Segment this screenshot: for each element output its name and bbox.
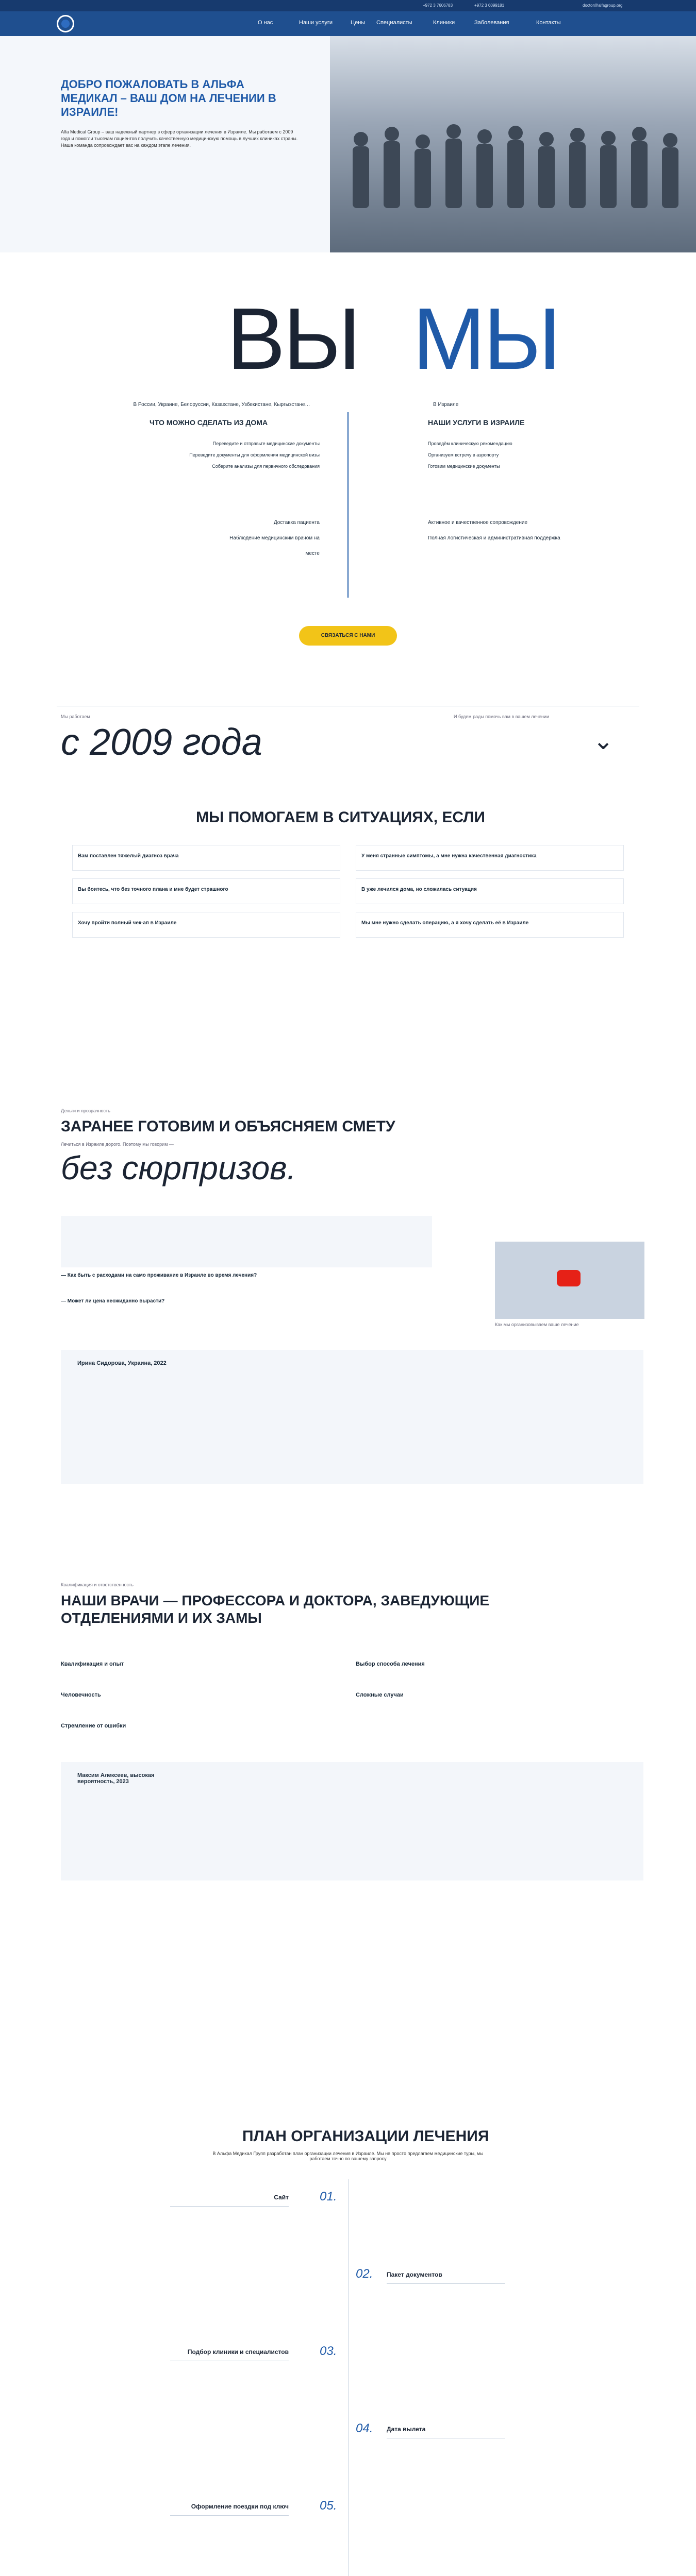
doctors-point: Квалификация и опыт [61, 1661, 124, 1667]
since-right: И будем рады помочь вам в вашем лечении [454, 714, 549, 719]
doctors-point: Выбор способа лечения [356, 1661, 425, 1667]
plan-subtitle: В Альфа Медикал Групп разработан план организации лечения в Израиле. Мы не просто предлагаем медицинские туры, мы работаем точно по вашему запросу [212, 2151, 484, 2161]
plan-step-number: 03. [320, 2344, 337, 2358]
right-item: Проведём клиническую рекомендацию [428, 441, 512, 446]
nav-item-specialists[interactable]: Специалисты [376, 20, 412, 26]
plan-step-title: Пакет документов [387, 2271, 442, 2278]
cost-paragraph-block [61, 1216, 432, 1267]
plan-step-divider [170, 2515, 289, 2516]
since-label: Мы работаем [61, 714, 90, 719]
plan-step-number: 04. [356, 2421, 373, 2435]
plan-step-title: Дата вылета [387, 2426, 426, 2433]
team-figures [330, 36, 696, 252]
right-mid-item: Активное и качественное сопровождение [428, 520, 528, 526]
nav-item-diseases[interactable]: Заболевания [474, 20, 509, 26]
left-list [113, 438, 320, 472]
help-card [356, 912, 624, 938]
doctors-left [61, 1649, 126, 1741]
help-card [356, 845, 624, 871]
plan-step-number: 02. [356, 2267, 373, 2281]
plan-step-title: Сайт [274, 2194, 289, 2201]
video-thumbnail[interactable] [495, 1242, 644, 1319]
doctors-right [356, 1649, 425, 1710]
hero-title: ДОБРО ПОЖАЛОВАТЬ В АЛЬФА МЕДИКАЛ – ВАШ ДОМ НА ЛЕЧЕНИИ В ИЗРАИЛЕ! [61, 78, 276, 118]
review-card [61, 1350, 643, 1484]
cost-sub: Лечиться в Израиле дорого. Поэтому мы говорим — [61, 1142, 174, 1147]
help-card [72, 845, 340, 871]
left-mid-item: Доставка пациента [273, 520, 320, 526]
top-contact-strip [0, 0, 696, 11]
nav-item-services[interactable]: Наши услуги [299, 20, 333, 26]
plan-step-divider [387, 2283, 505, 2284]
nav-item-clinics[interactable]: Клиники [433, 20, 455, 26]
hero-text: Alfa Medical Group – ваш надежный партнер в сфере организации лечения в Израиле. Мы работаем с 2009 года и помогли тысячам пациентов получить качественную медицинскую помощь в лучших клиниках страны. Наша команда сопровождает вас на каждом этапе лечения. [61, 129, 298, 148]
left-head: ЧТО МОЖНО СДЕЛАТЬ ИЗ ДОМА [150, 418, 268, 427]
word-my: МЫ [412, 290, 559, 388]
right-mid [428, 515, 562, 546]
help-item: Вам поставлен тяжелый диагноз врача [78, 853, 179, 859]
center-divider [347, 412, 349, 598]
doctors-label: Квалификация и ответственность [61, 1582, 134, 1587]
main-navigation [0, 11, 696, 36]
right-list [428, 438, 634, 472]
faq-2[interactable]: — Может ли цена неожиданно вырасти? [61, 1298, 165, 1304]
plan-step-divider [170, 2206, 289, 2207]
logo-icon[interactable] [57, 15, 74, 32]
plan-step-number: 01. [320, 2190, 337, 2204]
contact-button[interactable]: СВЯЗАТЬСЯ С НАМИ [299, 626, 397, 646]
nav-item-contacts[interactable]: Контакты [536, 20, 561, 26]
nav-item-prices[interactable]: Цены [351, 20, 366, 26]
right-caption: В Израиле [433, 402, 459, 408]
help-item: У меня странные симптомы, а мне нужна качественная диагностика [361, 853, 537, 859]
plan-step-title: Оформление поездки под ключ [191, 2503, 289, 2510]
left-item: Переведите и отправьте медицинские документы [212, 441, 320, 446]
faq-1[interactable]: — Как быть с расходами на само проживание в Израиле во время лечения? [61, 1273, 257, 1278]
nav-item-about[interactable]: О нас [258, 20, 273, 26]
plan-step-title: Подбор клиники и специалистов [187, 2348, 289, 2355]
right-mid-item: Полная логистическая и административная поддержка [428, 535, 560, 541]
word-vy: ВЫ [227, 290, 359, 388]
doctors-point: Сложные случаи [356, 1692, 404, 1698]
cost-big: без сюрпризов. [61, 1149, 296, 1187]
left-mid-item: Наблюдение медицинским врачом на месте [229, 535, 320, 556]
help-item: В уже лечился дома, но сложилась ситуация [361, 887, 477, 892]
play-icon[interactable] [557, 1270, 581, 1286]
video-caption: Как мы организовываем ваше лечение [495, 1322, 579, 1327]
plan-step-number: 05. [320, 2499, 337, 2513]
phone-1[interactable]: +972 3 7606783 [423, 3, 453, 8]
doctor-review-name: Максим Алексеев, высокая вероятность, 2023 [77, 1772, 155, 1785]
doctors-point: Человечность [61, 1692, 101, 1698]
left-mid [217, 515, 320, 562]
since-text: с 2009 года [61, 722, 262, 763]
cost-label: Деньги и прозрачность [61, 1108, 110, 1113]
right-item: Готовим медицинские документы [428, 464, 500, 469]
chevron-down-icon[interactable]: ⌄ [593, 727, 614, 755]
help-item: Хочу пройти полный чек-ап в Израиле [78, 920, 177, 926]
plan-title: ПЛАН ОРГАНИЗАЦИИ ЛЕЧЕНИЯ [242, 2128, 489, 2145]
phone-2[interactable]: +972 3 6099181 [474, 3, 505, 8]
doctors-title: НАШИ ВРАЧИ — ПРОФЕССОРА И ДОКТОРА, ЗАВЕДУЮЩИЕ ОТДЕЛЕНИЯМИ И ИХ ЗАМЫ [61, 1592, 490, 1626]
right-head: НАШИ УСЛУГИ В ИЗРАИЛЕ [428, 418, 525, 427]
right-item: Организуем встречу в аэропорту [428, 452, 499, 457]
left-item: Переведите документы для оформления медицинской визы [189, 452, 320, 457]
help-card [72, 912, 340, 938]
review-name: Ирина Сидорова, Украина, 2022 [77, 1360, 167, 1366]
help-card [72, 878, 340, 904]
email-link[interactable]: doctor@alfagroup.org [583, 3, 623, 8]
help-item: Мы мне нужно сделать операцию, а я хочу сделать её в Израиле [361, 920, 529, 926]
help-card [356, 878, 624, 904]
cost-title: ЗАРАНЕЕ ГОТОВИМ И ОБЪЯСНЯЕМ СМЕТУ [61, 1118, 395, 1135]
help-item: Вы боитесь, что без точного плана и мне будет страшного [78, 887, 228, 892]
doctors-point: Стремление от ошибки [61, 1723, 126, 1729]
help-title: МЫ ПОМОГАЕМ В СИТУАЦИЯХ, ЕСЛИ [196, 809, 485, 826]
team-photo [330, 36, 696, 252]
timeline-line [348, 2179, 349, 2576]
left-item: Соберите анализы для первичного обследования [212, 464, 320, 469]
left-caption: В России, Украине, Белоруссии, Казахстане, Узбекистане, Кыргызстане… [133, 402, 310, 408]
